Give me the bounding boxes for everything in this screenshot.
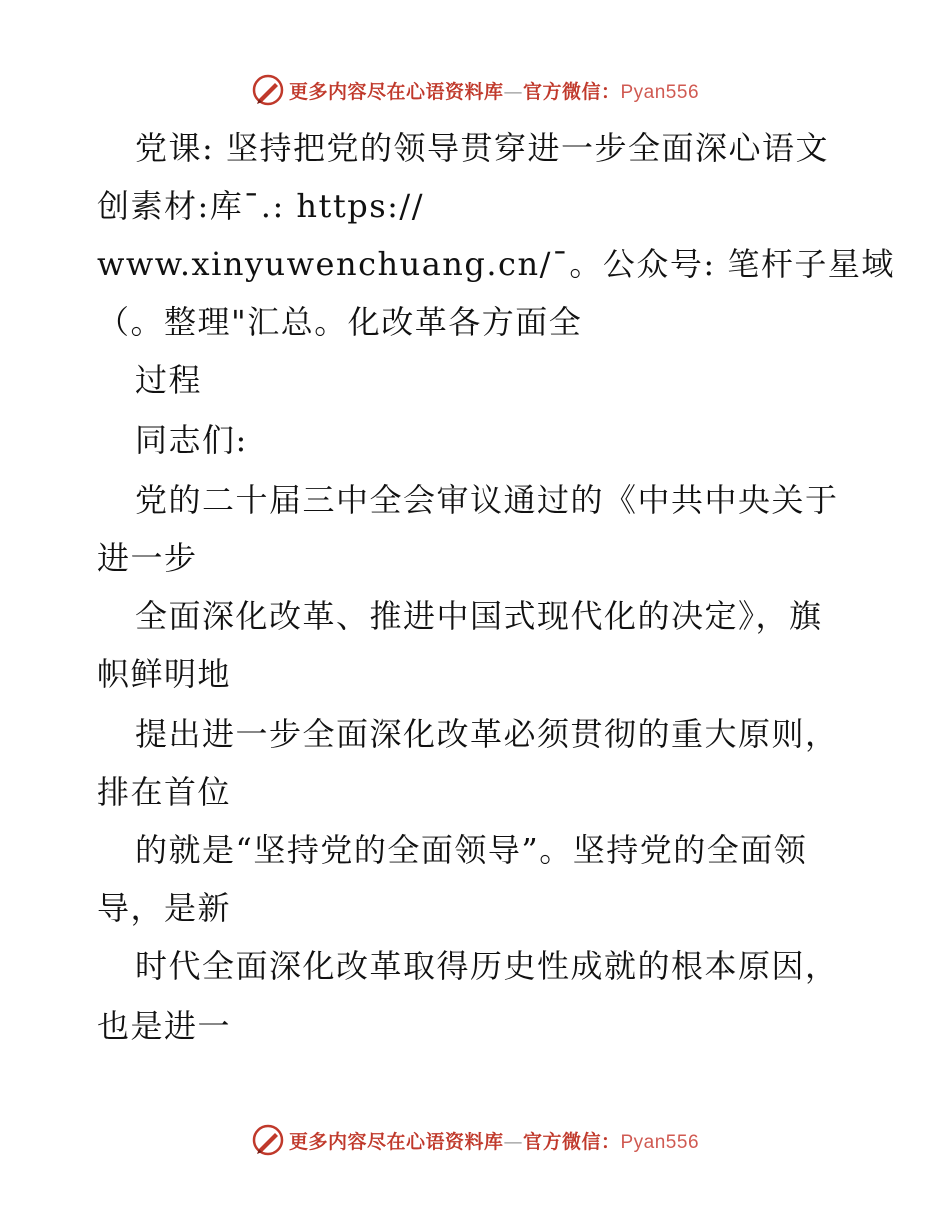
banner-official-label: 官方微信：	[522, 1130, 621, 1153]
title-line-3: www.xinyuwenchuang.cn/¯。公众号: 笔杆子星域	[97, 245, 895, 283]
banner-main-text: 更多内容尽在心语资料库	[288, 1130, 504, 1153]
pen-logo-icon	[251, 73, 285, 107]
paragraph-line: 全面深化改革、推进中国式现代化的决定》，旗	[135, 597, 823, 635]
paragraph-line: 进一步	[97, 539, 198, 577]
banner-wechat-id: Pyan556	[620, 81, 700, 103]
paragraph-line: 党的二十届三中全会审议通过的《中共中央关于	[135, 481, 839, 519]
paragraph-line: 时代全面深化改革取得历史性成就的根本原因，	[135, 947, 839, 985]
banner-wechat-id: Pyan556	[620, 1131, 700, 1153]
paragraph-line: 帜鲜明地	[97, 655, 232, 693]
banner-main-text: 更多内容尽在心语资料库	[288, 80, 504, 103]
title-line-2: 创素材:库¯.: https://	[97, 187, 424, 225]
footer-banner	[0, 1120, 950, 1160]
paragraph-line: 的就是“坚持党的全面领导”。坚持党的全面领	[135, 831, 808, 869]
banner-official-label: 官方微信：	[522, 80, 621, 103]
paragraph-line: 排在首位	[97, 773, 232, 811]
pen-logo-icon	[251, 1123, 285, 1157]
title-line-5: 过程	[135, 361, 203, 399]
banner-text	[289, 1127, 699, 1154]
banner-text	[289, 77, 699, 104]
banner-dash: —	[503, 1130, 523, 1153]
header-banner	[0, 70, 950, 110]
title-line-4: （。整理"汇总。化改革各方面全	[97, 303, 583, 341]
salutation: 同志们:	[135, 421, 248, 459]
banner-dash: —	[503, 80, 523, 103]
paragraph-line: 提出进一步全面深化改革必须贯彻的重大原则，	[135, 715, 839, 753]
title-line-1: 党课: 坚持把党的领导贯穿进一步全面深心语文	[135, 129, 829, 167]
paragraph-line: 导，是新	[97, 889, 232, 927]
paragraph-line: 也是进一	[97, 1007, 232, 1045]
